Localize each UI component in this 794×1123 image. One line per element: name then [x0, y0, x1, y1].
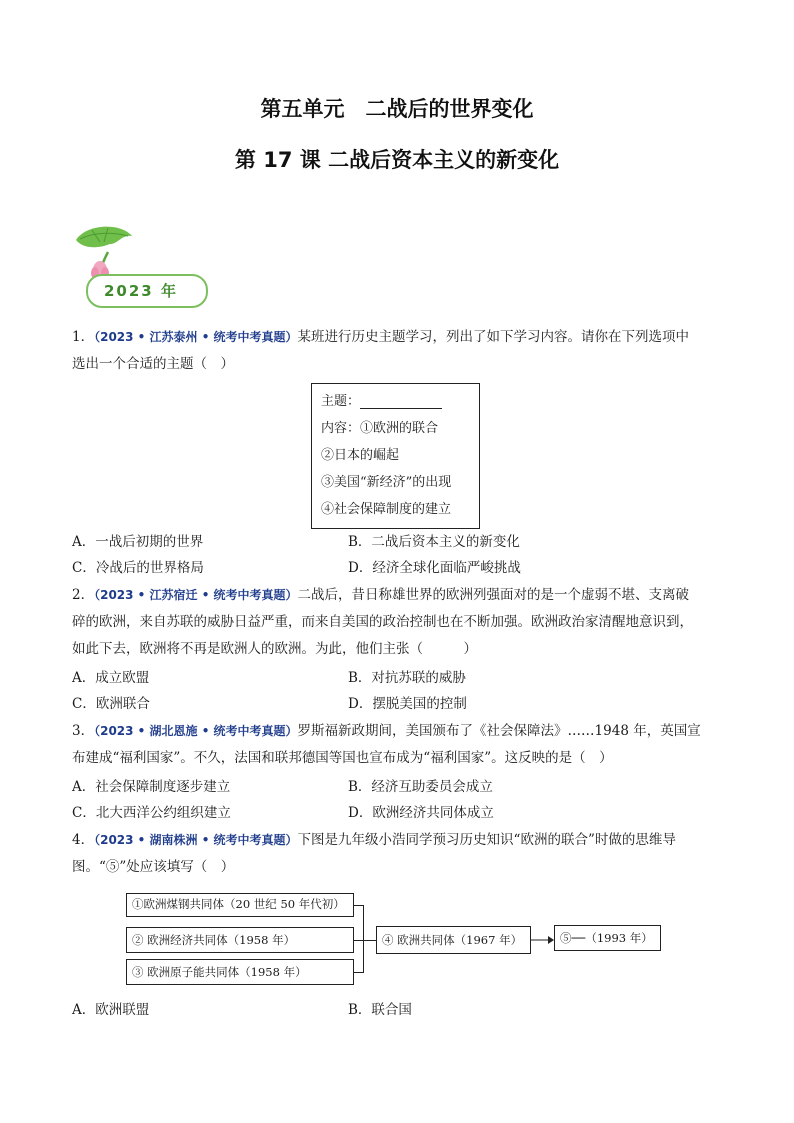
option-d[interactable]: D．欧洲经济共同体成立	[348, 805, 494, 821]
question-number: 3．	[72, 723, 95, 739]
unit-title: 第五单元 二战后的世界变化	[260, 97, 534, 121]
option-a[interactable]: A．成立欧盟	[72, 670, 150, 686]
option-a[interactable]: A．一战后初期的世界	[72, 534, 204, 550]
question-number: 4．	[72, 832, 95, 848]
question-stem-line: 选出一个合适的主题（ ）	[72, 356, 234, 372]
question-stem-line: 二战后，昔日称雄世界的欧洲列强面对的是一个虚弱不堪、支离破	[297, 587, 690, 603]
question-stem-line: 某班进行历史主题学习，列出了如下学习内容。请你在下列选项中	[297, 329, 690, 345]
question-stem-line: 图。“⑤”处应该填写（ ）	[72, 859, 235, 875]
mindmap-box-1: ①欧洲煤钢共同体（20 世纪 50 年代初）	[126, 893, 354, 917]
option-b[interactable]: B．对抗苏联的威胁	[348, 670, 466, 686]
mindmap-box-2: ② 欧洲经济共同体（1958 年）	[126, 927, 354, 953]
year-badge	[72, 222, 212, 312]
topic-content-item: 内容：①欧洲的联合	[321, 421, 439, 436]
option-d[interactable]: D．经济全球化面临严峻挑战	[348, 560, 521, 576]
mindmap-box-4: ④ 欧洲共同体（1967 年）	[376, 926, 531, 954]
option-c[interactable]: C．北大西洋公约组织建立	[72, 805, 231, 821]
question-stem-line: 布建成“福利国家”。不久，法国和联邦德国等国也宣布成为“福利国家”。这反映的是（ ）	[72, 750, 613, 766]
option-d[interactable]: D．摆脱美国的控制	[348, 696, 467, 712]
lesson-title: 第 17 课 二战后资本主义的新变化	[234, 148, 560, 172]
topic-box	[311, 383, 480, 529]
question-3-stem	[72, 718, 724, 772]
question-stem-line: 如此下去，欧洲将不再是欧洲人的欧洲。为此，他们主张（ ）	[72, 641, 477, 657]
option-b[interactable]: B．联合国	[348, 1002, 412, 1018]
topic-label: 主题：	[321, 394, 361, 409]
question-source: （2023 • 江苏泰州 • 统考中考真题）	[94, 330, 298, 344]
topic-content-item: ②日本的崛起	[321, 448, 400, 463]
question-number: 1．	[72, 329, 95, 345]
topic-content-item: ④社会保障制度的建立	[321, 502, 452, 517]
question-1-stem	[72, 324, 724, 378]
option-a[interactable]: A．欧洲联盟	[72, 1002, 150, 1018]
question-2-stem	[72, 582, 724, 663]
option-b[interactable]: B．经济互助委员会成立	[348, 779, 493, 795]
arrow-right-icon	[531, 934, 555, 946]
answer-blank	[360, 394, 442, 409]
question-source: （2023 • 湖南株洲 • 统考中考真题）	[94, 833, 298, 847]
question-source: （2023 • 江苏宿迁 • 统考中考真题）	[94, 588, 298, 602]
question-number: 2．	[72, 587, 95, 603]
year-badge-label: 2023 年	[104, 282, 178, 300]
option-c[interactable]: C．冷战后的世界格局	[72, 560, 204, 576]
question-source: （2023 • 湖北恩施 • 统考中考真题）	[94, 724, 298, 738]
question-4-stem	[72, 827, 724, 881]
connector-line	[363, 905, 364, 973]
question-stem-line: 罗斯福新政期间，美国颁布了《社会保障法》……1948 年，英国宣	[297, 723, 701, 739]
question-stem-line: 下图是九年级小浩同学预习历史知识“欧洲的联合”时做的思维导	[297, 832, 676, 848]
connector-line	[363, 940, 376, 941]
option-a[interactable]: A．社会保障制度逐步建立	[72, 779, 231, 795]
topic-content-item: ③美国“新经济”的出现	[321, 475, 452, 490]
option-c[interactable]: C．欧洲联合	[72, 696, 150, 712]
option-b[interactable]: B．二战后资本主义的新变化	[348, 534, 520, 550]
question-stem-line: 碎的欧洲，来自苏联的威胁日益严重，而来自美国的政治控制也在不断加强。欧洲政治家清醒地意识到，	[72, 614, 693, 630]
mindmap-box-3: ③ 欧洲原子能共同体（1958 年）	[126, 959, 354, 985]
mindmap-box-5: ⑤──（1993 年）	[554, 925, 661, 951]
